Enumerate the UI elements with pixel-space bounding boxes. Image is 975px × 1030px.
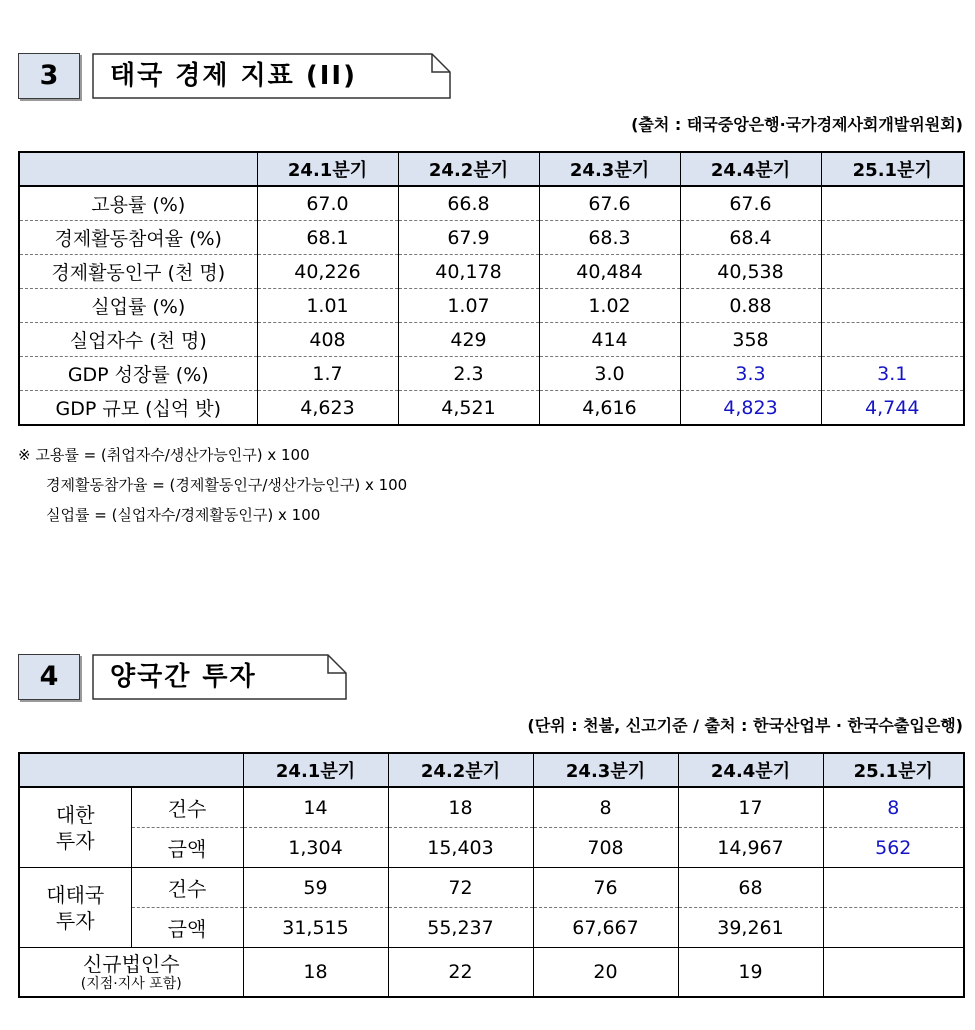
table-row <box>19 908 964 948</box>
table-row <box>19 186 964 221</box>
section-3-title-box <box>92 53 452 99</box>
table-cell: 18 <box>388 787 533 828</box>
table-cell: 67.6 <box>539 186 680 221</box>
table-row <box>19 868 964 908</box>
table-cell: 4,744 <box>821 391 964 426</box>
group-label-text: 대태국 투자 <box>46 882 105 933</box>
row-label: 경제활동참여율 (%) <box>19 221 257 255</box>
table-cell: 8 <box>533 787 678 828</box>
table-cell: 67.9 <box>398 221 539 255</box>
column-header: 25.1분기 <box>821 152 964 186</box>
row-label: 경제활동인구 (천 명) <box>19 255 257 289</box>
column-header: 24.4분기 <box>678 753 823 787</box>
table-cell: 40,226 <box>257 255 398 289</box>
row-label: GDP 규모 (십억 밧) <box>19 391 257 426</box>
table-cell: 67,667 <box>533 908 678 948</box>
table-cell: 3.1 <box>821 357 964 391</box>
formula-notes <box>18 440 407 530</box>
table-cell: 358 <box>680 323 821 357</box>
table-cell <box>821 186 964 221</box>
table-cell: 72 <box>388 868 533 908</box>
table-cell <box>821 255 964 289</box>
note-line: 경제활동참가율 = (경제활동인구/생산가능인구) x 100 <box>46 476 408 494</box>
table-cell: 4,616 <box>539 391 680 426</box>
row-label: 실업률 (%) <box>19 289 257 323</box>
column-header: 24.2분기 <box>388 753 533 787</box>
table-cell <box>821 221 964 255</box>
table-cell: 1.7 <box>257 357 398 391</box>
column-header: 24.1분기 <box>243 753 388 787</box>
economic-indicators-table <box>18 151 965 426</box>
row-label: 건수 <box>131 868 243 908</box>
note-line: ※ 고용률 = (취업자수/생산가능인구) x 100 <box>18 446 310 464</box>
group-label-text: 대한 투자 <box>55 802 95 853</box>
table-cell: 18 <box>243 948 388 998</box>
table-row <box>19 289 964 323</box>
table-cell: 4,623 <box>257 391 398 426</box>
table-cell: 67.6 <box>680 186 821 221</box>
section-3-heading <box>18 53 458 99</box>
new-corp-label: 신규법인수 <box>82 952 180 976</box>
corner-header <box>19 152 257 186</box>
table-cell: 3.0 <box>539 357 680 391</box>
column-header: 24.4분기 <box>680 152 821 186</box>
table-cell: 76 <box>533 868 678 908</box>
table-cell: 3.3 <box>680 357 821 391</box>
table-row <box>19 948 964 998</box>
table-cell: 4,521 <box>398 391 539 426</box>
table-row <box>19 828 964 868</box>
table-cell: 17 <box>678 787 823 828</box>
table-cell: 2.3 <box>398 357 539 391</box>
table-cell: 562 <box>823 828 964 868</box>
table-row <box>19 255 964 289</box>
table-cell: 68.1 <box>257 221 398 255</box>
group-label <box>19 868 131 948</box>
column-header: 24.1분기 <box>257 152 398 186</box>
table-cell: 68.3 <box>539 221 680 255</box>
section-4-title-box <box>92 654 348 700</box>
table-cell: 20 <box>533 948 678 998</box>
table-cell: 1,304 <box>243 828 388 868</box>
table-header-row <box>19 152 964 186</box>
column-header: 24.3분기 <box>533 753 678 787</box>
bilateral-investment-table <box>18 752 965 998</box>
table-cell <box>823 868 964 908</box>
table-cell <box>823 908 964 948</box>
table-cell <box>821 289 964 323</box>
table-cell: 59 <box>243 868 388 908</box>
section-3-number: 3 <box>18 53 80 99</box>
row-label: 고용률 (%) <box>91 194 186 216</box>
table-row <box>19 391 964 426</box>
column-header: 24.3분기 <box>539 152 680 186</box>
row-label <box>19 948 243 998</box>
corner-header <box>19 753 243 787</box>
section-4-title: 양국간 투자 <box>110 662 257 692</box>
table-cell: 1.01 <box>257 289 398 323</box>
table-cell: 14 <box>243 787 388 828</box>
table-row <box>19 323 964 357</box>
table-cell: 708 <box>533 828 678 868</box>
section-3-source: (출처 : 태국중앙은행·국가경제사회개발위원회) <box>631 115 963 134</box>
note-line: 실업률 = (실업자수/경제활동인구) x 100 <box>46 506 321 524</box>
row-label: 금액 <box>131 908 243 948</box>
section-4-heading <box>18 654 358 700</box>
table-row <box>19 357 964 391</box>
section-4-number: 4 <box>18 654 80 700</box>
table-cell: 40,484 <box>539 255 680 289</box>
table-cell: 55,237 <box>388 908 533 948</box>
table-cell: 14,967 <box>678 828 823 868</box>
row-label: 실업자수 (천 명) <box>19 323 257 357</box>
table-cell: 39,261 <box>678 908 823 948</box>
column-header: 25.1분기 <box>823 753 964 787</box>
table-row <box>19 221 964 255</box>
table-cell: 31,515 <box>243 908 388 948</box>
table-row <box>19 787 964 828</box>
table-cell: 22 <box>388 948 533 998</box>
section-4-source: (단위 : 천불, 신고기준 / 출처 : 한국산업부 · 한국수출입은행) <box>527 716 963 735</box>
table-header-row <box>19 753 964 787</box>
row-label: 금액 <box>131 828 243 868</box>
table-cell: 40,178 <box>398 255 539 289</box>
table-cell: 414 <box>539 323 680 357</box>
table-cell <box>823 948 964 998</box>
table-cell: 408 <box>257 323 398 357</box>
table-cell: 15,403 <box>388 828 533 868</box>
row-label: GDP 성장률 (%) <box>19 357 257 391</box>
table-cell: 1.02 <box>539 289 680 323</box>
table-cell: 67.0 <box>257 186 398 221</box>
row-label: 건수 <box>131 787 243 828</box>
table-cell: 68.4 <box>680 221 821 255</box>
column-header: 24.2분기 <box>398 152 539 186</box>
group-label <box>19 787 131 868</box>
table-cell: 0.88 <box>680 289 821 323</box>
table-cell: 8 <box>823 787 964 828</box>
table-cell: 4,823 <box>680 391 821 426</box>
table-cell: 66.8 <box>398 186 539 221</box>
table-cell: 40,538 <box>680 255 821 289</box>
table-cell <box>821 323 964 357</box>
table-cell: 68 <box>678 868 823 908</box>
section-3-title: 태국 경제 지표 (II) <box>110 61 357 91</box>
new-corp-sublabel: (지점·지사 포함) <box>80 976 182 992</box>
table-cell: 19 <box>678 948 823 998</box>
table-cell: 1.07 <box>398 289 539 323</box>
table-cell: 429 <box>398 323 539 357</box>
